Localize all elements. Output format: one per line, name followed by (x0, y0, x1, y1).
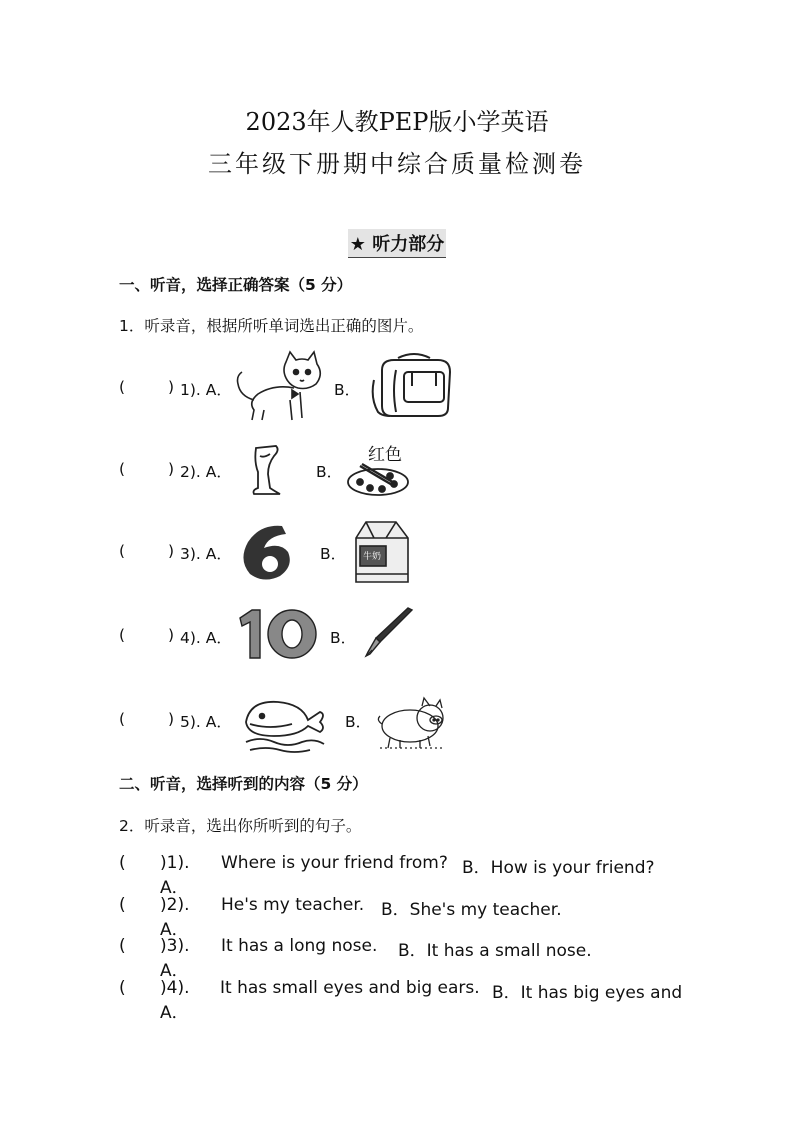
milk-carton-icon (350, 518, 414, 586)
question-number: 3). A． (180, 545, 232, 563)
paint-palette-icon (346, 436, 416, 498)
part2-heading: 二、听音，选择听到的内容（5 分） (119, 775, 368, 793)
sentence-question-3 (119, 936, 592, 981)
picture-question-5 (0, 682, 794, 762)
question-number: 5). A． (180, 713, 232, 731)
question-number: )1). A． (160, 853, 190, 898)
option-a-text: He's my teacher. (221, 895, 365, 915)
answer-paren-open: ( (119, 626, 126, 644)
answer-paren-open: ( (119, 542, 126, 560)
answer-paren-close: ) (168, 378, 175, 396)
option-a-text: Where is your friend from? (221, 853, 448, 873)
question-number: 1). A． (180, 381, 232, 399)
option-b-label: B． (330, 629, 357, 647)
picture-question-3 (0, 514, 794, 594)
option-b-label: B． (334, 381, 361, 399)
sentence-question-1 (119, 853, 655, 898)
answer-paren-close: ) (168, 626, 175, 644)
question-number: )2). A． (160, 895, 190, 940)
option-b-text: B．How is your friend? (462, 858, 655, 878)
palette-caption: 红色 (368, 445, 402, 465)
question-number: 4). A． (180, 629, 232, 647)
exam-title-line1: 2023年人教PEP版小学英语 (245, 108, 549, 136)
fountain-pen-icon (362, 606, 416, 660)
answer-paren-open: ( (119, 378, 126, 396)
option-b-text: B．It has big eyes and (492, 983, 683, 1003)
question-number: )3). A． (160, 936, 190, 981)
option-b-label: B． (320, 545, 347, 563)
answer-paren-close: ) (168, 710, 175, 728)
pig-icon (376, 696, 452, 750)
answer-paren-open: ( (119, 895, 126, 915)
exam-title-line2: 三年级下册期中综合质量检测卷 (208, 150, 586, 178)
option-b-text: B．She's my teacher. (381, 900, 562, 920)
option-b-label: B． (316, 463, 343, 481)
whale-icon (240, 692, 330, 754)
number-six-icon (236, 520, 300, 584)
leg-icon (246, 444, 294, 498)
answer-paren-open: ( (119, 978, 126, 998)
part1-heading: 一、听音，选择正确答案（5 分） (119, 276, 353, 294)
sentence-question-4 (119, 978, 683, 1023)
option-b-text: B．It has a small nose. (398, 941, 592, 961)
listening-section-banner (0, 229, 794, 258)
listening-banner-label: ★ 听力部分 (348, 229, 446, 258)
answer-paren-open: ( (119, 710, 126, 728)
question-number: 2). A． (180, 463, 232, 481)
answer-paren-close: ) (168, 460, 175, 478)
cat-icon (234, 350, 326, 424)
school-bag-icon (368, 350, 460, 420)
answer-paren-open: ( (119, 460, 126, 478)
answer-paren-open: ( (119, 853, 126, 873)
part1-instruction: 1．听录音，根据所听单词选出正确的图片。 (119, 317, 424, 335)
question-number: )4). A． (160, 978, 190, 1023)
part2-instruction: 2．听录音，选出你所听到的句子。 (119, 817, 362, 835)
picture-question-4 (0, 598, 794, 678)
answer-paren-open: ( (119, 936, 126, 956)
option-a-text: It has a long nose. (221, 936, 378, 956)
picture-question-2 (0, 430, 794, 510)
number-ten-icon (236, 606, 320, 662)
sentence-question-2 (119, 895, 562, 940)
answer-paren-close: ) (168, 542, 175, 560)
option-b-label: B． (345, 713, 372, 731)
milk-carton-label: 牛奶 (363, 552, 382, 562)
picture-question-1 (0, 346, 794, 426)
option-a-text: It has small eyes and big ears. (220, 978, 480, 998)
